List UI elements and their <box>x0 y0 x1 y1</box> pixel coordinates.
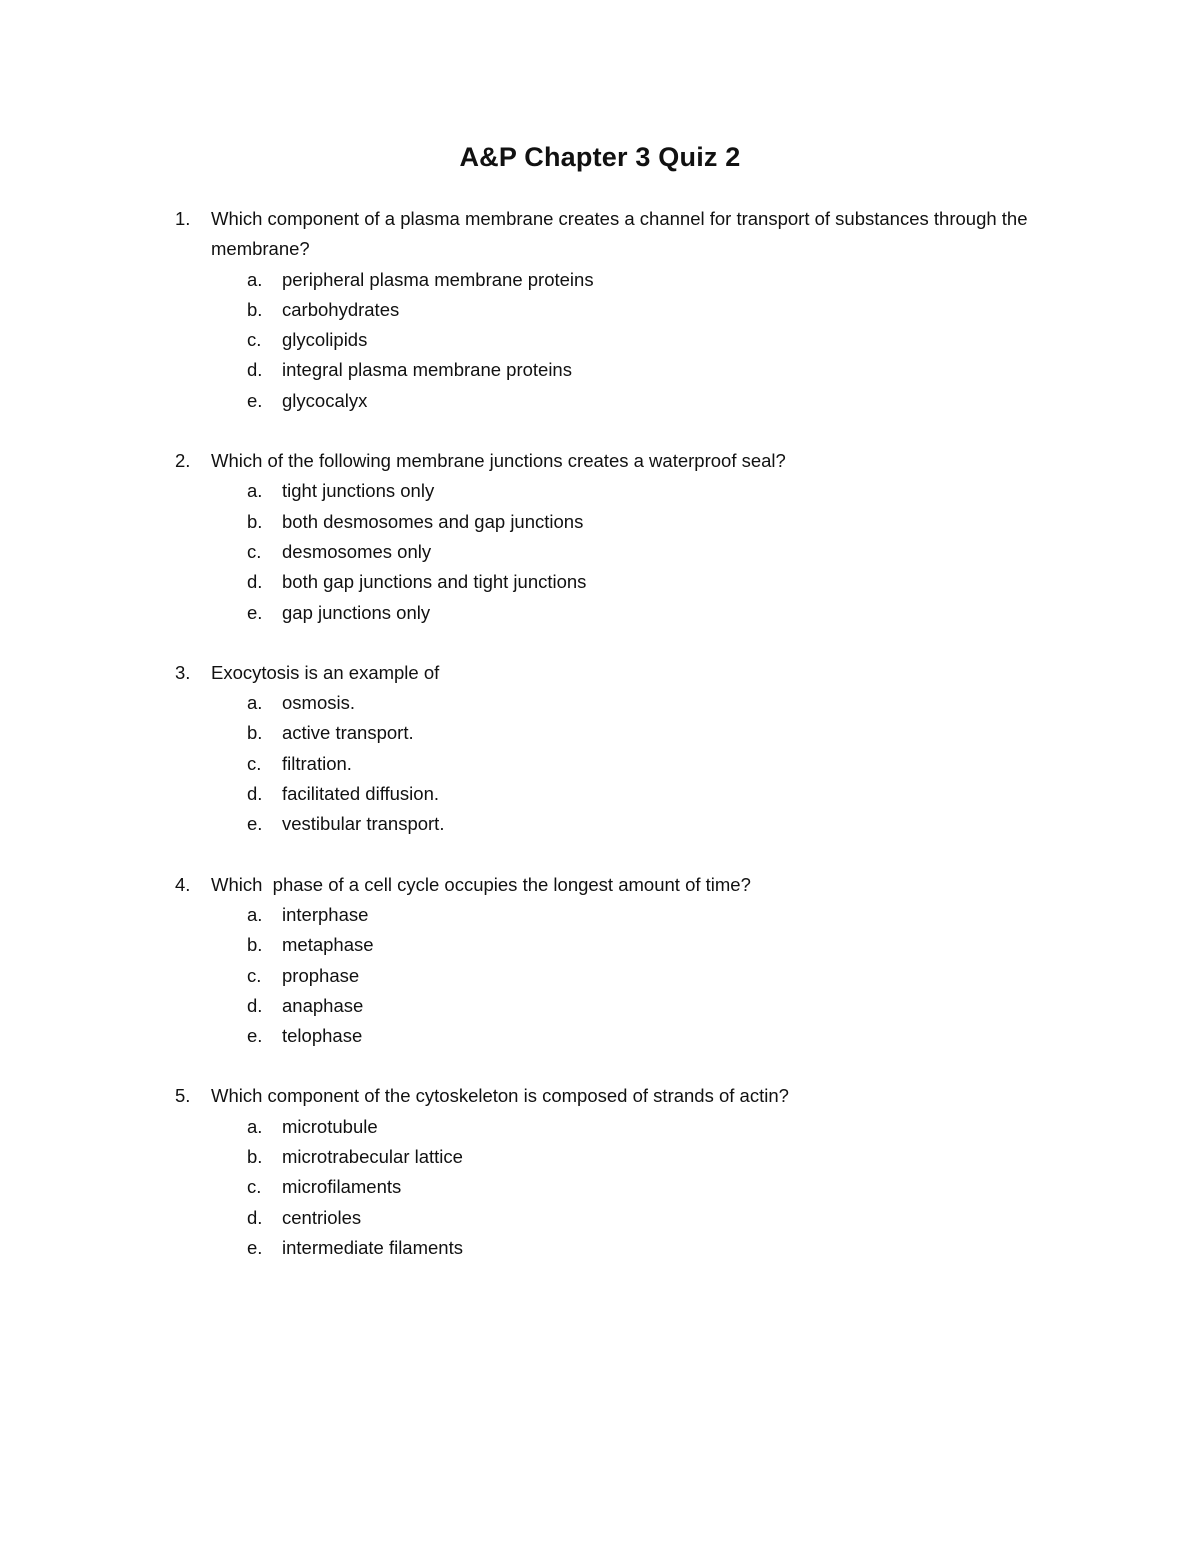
option-text: interphase <box>282 903 369 925</box>
option-text: microtrabecular lattice <box>282 1146 463 1168</box>
answer-option <box>0 567 1200 597</box>
question-item <box>0 1081 1200 1263</box>
question-number: 2. <box>175 450 191 472</box>
answer-option <box>0 295 1200 325</box>
option-letter: c. <box>247 964 262 986</box>
option-text: glycolipids <box>282 329 368 351</box>
option-text: both desmosomes and gap junctions <box>282 510 584 532</box>
question-item <box>0 870 1200 1052</box>
option-letter: d. <box>247 994 263 1016</box>
answer-option <box>0 1203 1200 1233</box>
answer-option <box>0 718 1200 748</box>
option-letter: c. <box>247 1176 262 1198</box>
option-text: active transport. <box>282 722 414 744</box>
option-letter: e. <box>247 1025 263 1047</box>
option-text: intermediate filaments <box>282 1236 463 1258</box>
answer-option <box>0 809 1200 839</box>
option-text: microtubule <box>282 1115 378 1137</box>
answer-option <box>0 1142 1200 1172</box>
answer-option <box>0 749 1200 779</box>
option-letter: b. <box>247 298 263 320</box>
option-letter: e. <box>247 601 263 623</box>
option-text: prophase <box>282 964 360 986</box>
answer-option <box>0 537 1200 567</box>
option-letter: a. <box>247 480 263 502</box>
page-title: A&P Chapter 3 Quiz 2 <box>459 142 741 172</box>
option-letter: e. <box>247 813 263 835</box>
answer-option <box>0 476 1200 506</box>
question-item <box>0 446 1200 628</box>
option-letter: a. <box>247 1115 263 1137</box>
option-text: both gap junctions and tight junctions <box>282 571 587 593</box>
option-text: telophase <box>282 1025 363 1047</box>
question-number: 5. <box>175 1085 191 1107</box>
option-letter: a. <box>247 903 263 925</box>
option-letter: b. <box>247 722 263 744</box>
option-letter: c. <box>247 329 262 351</box>
option-letter: c. <box>247 540 262 562</box>
answer-option <box>0 991 1200 1021</box>
option-text: centrioles <box>282 1206 362 1228</box>
answer-options <box>0 1112 1200 1263</box>
question-text: Which of the following membrane junctions creates a waterproof seal? <box>211 450 786 472</box>
option-text: carbohydrates <box>282 298 400 320</box>
answer-option <box>0 325 1200 355</box>
answer-option <box>0 900 1200 930</box>
answer-option <box>0 598 1200 628</box>
option-text: vestibular transport. <box>282 813 445 835</box>
question-text: Which component of the cytoskeleton is composed of strands of actin? <box>211 1085 789 1107</box>
answer-option <box>0 961 1200 991</box>
answer-option <box>0 1172 1200 1202</box>
answer-option <box>0 688 1200 718</box>
option-text: microfilaments <box>282 1176 402 1198</box>
option-letter: b. <box>247 510 263 532</box>
option-text: glycocalyx <box>282 389 368 411</box>
question-number: 4. <box>175 873 191 895</box>
option-text: desmosomes only <box>282 540 432 562</box>
answer-options <box>0 900 1200 1051</box>
option-letter: d. <box>247 571 263 593</box>
option-letter: d. <box>247 783 263 805</box>
option-text: peripheral plasma membrane proteins <box>282 268 594 290</box>
option-letter: a. <box>247 692 263 714</box>
option-letter: e. <box>247 389 263 411</box>
option-letter: c. <box>247 752 262 774</box>
option-letter: b. <box>247 934 263 956</box>
option-text: osmosis. <box>282 692 355 714</box>
option-text: gap junctions only <box>282 601 431 623</box>
option-letter: a. <box>247 268 263 290</box>
option-letter: b. <box>247 1146 263 1168</box>
answer-options <box>0 688 1200 839</box>
question-item <box>0 658 1200 840</box>
option-text: integral plasma membrane proteins <box>282 359 572 381</box>
answer-option <box>0 1112 1200 1142</box>
answer-option <box>0 355 1200 385</box>
option-letter: d. <box>247 359 263 381</box>
answer-option <box>0 265 1200 295</box>
answer-option <box>0 1233 1200 1263</box>
option-text: filtration. <box>282 752 352 774</box>
question-text: Exocytosis is an example of <box>211 661 440 683</box>
question-text: Which phase of a cell cycle occupies the longest amount of time? <box>211 873 751 895</box>
option-letter: d. <box>247 1206 263 1228</box>
answer-option <box>0 930 1200 960</box>
answer-option <box>0 386 1200 416</box>
answer-options <box>0 265 1200 416</box>
answer-option <box>0 779 1200 809</box>
option-letter: e. <box>247 1236 263 1258</box>
answer-option <box>0 1021 1200 1051</box>
option-text: tight junctions only <box>282 480 435 502</box>
question-text: Which component of a plasma membrane creates a channel for transport of substances through the membrane? <box>211 208 1028 260</box>
answer-options <box>0 476 1200 627</box>
option-text: anaphase <box>282 994 364 1016</box>
question-list <box>0 204 1200 1293</box>
option-text: facilitated diffusion. <box>282 783 440 805</box>
option-text: metaphase <box>282 934 374 956</box>
answer-option <box>0 507 1200 537</box>
question-number: 1. <box>175 208 191 229</box>
question-number: 3. <box>175 661 191 683</box>
question-item <box>0 204 1200 416</box>
